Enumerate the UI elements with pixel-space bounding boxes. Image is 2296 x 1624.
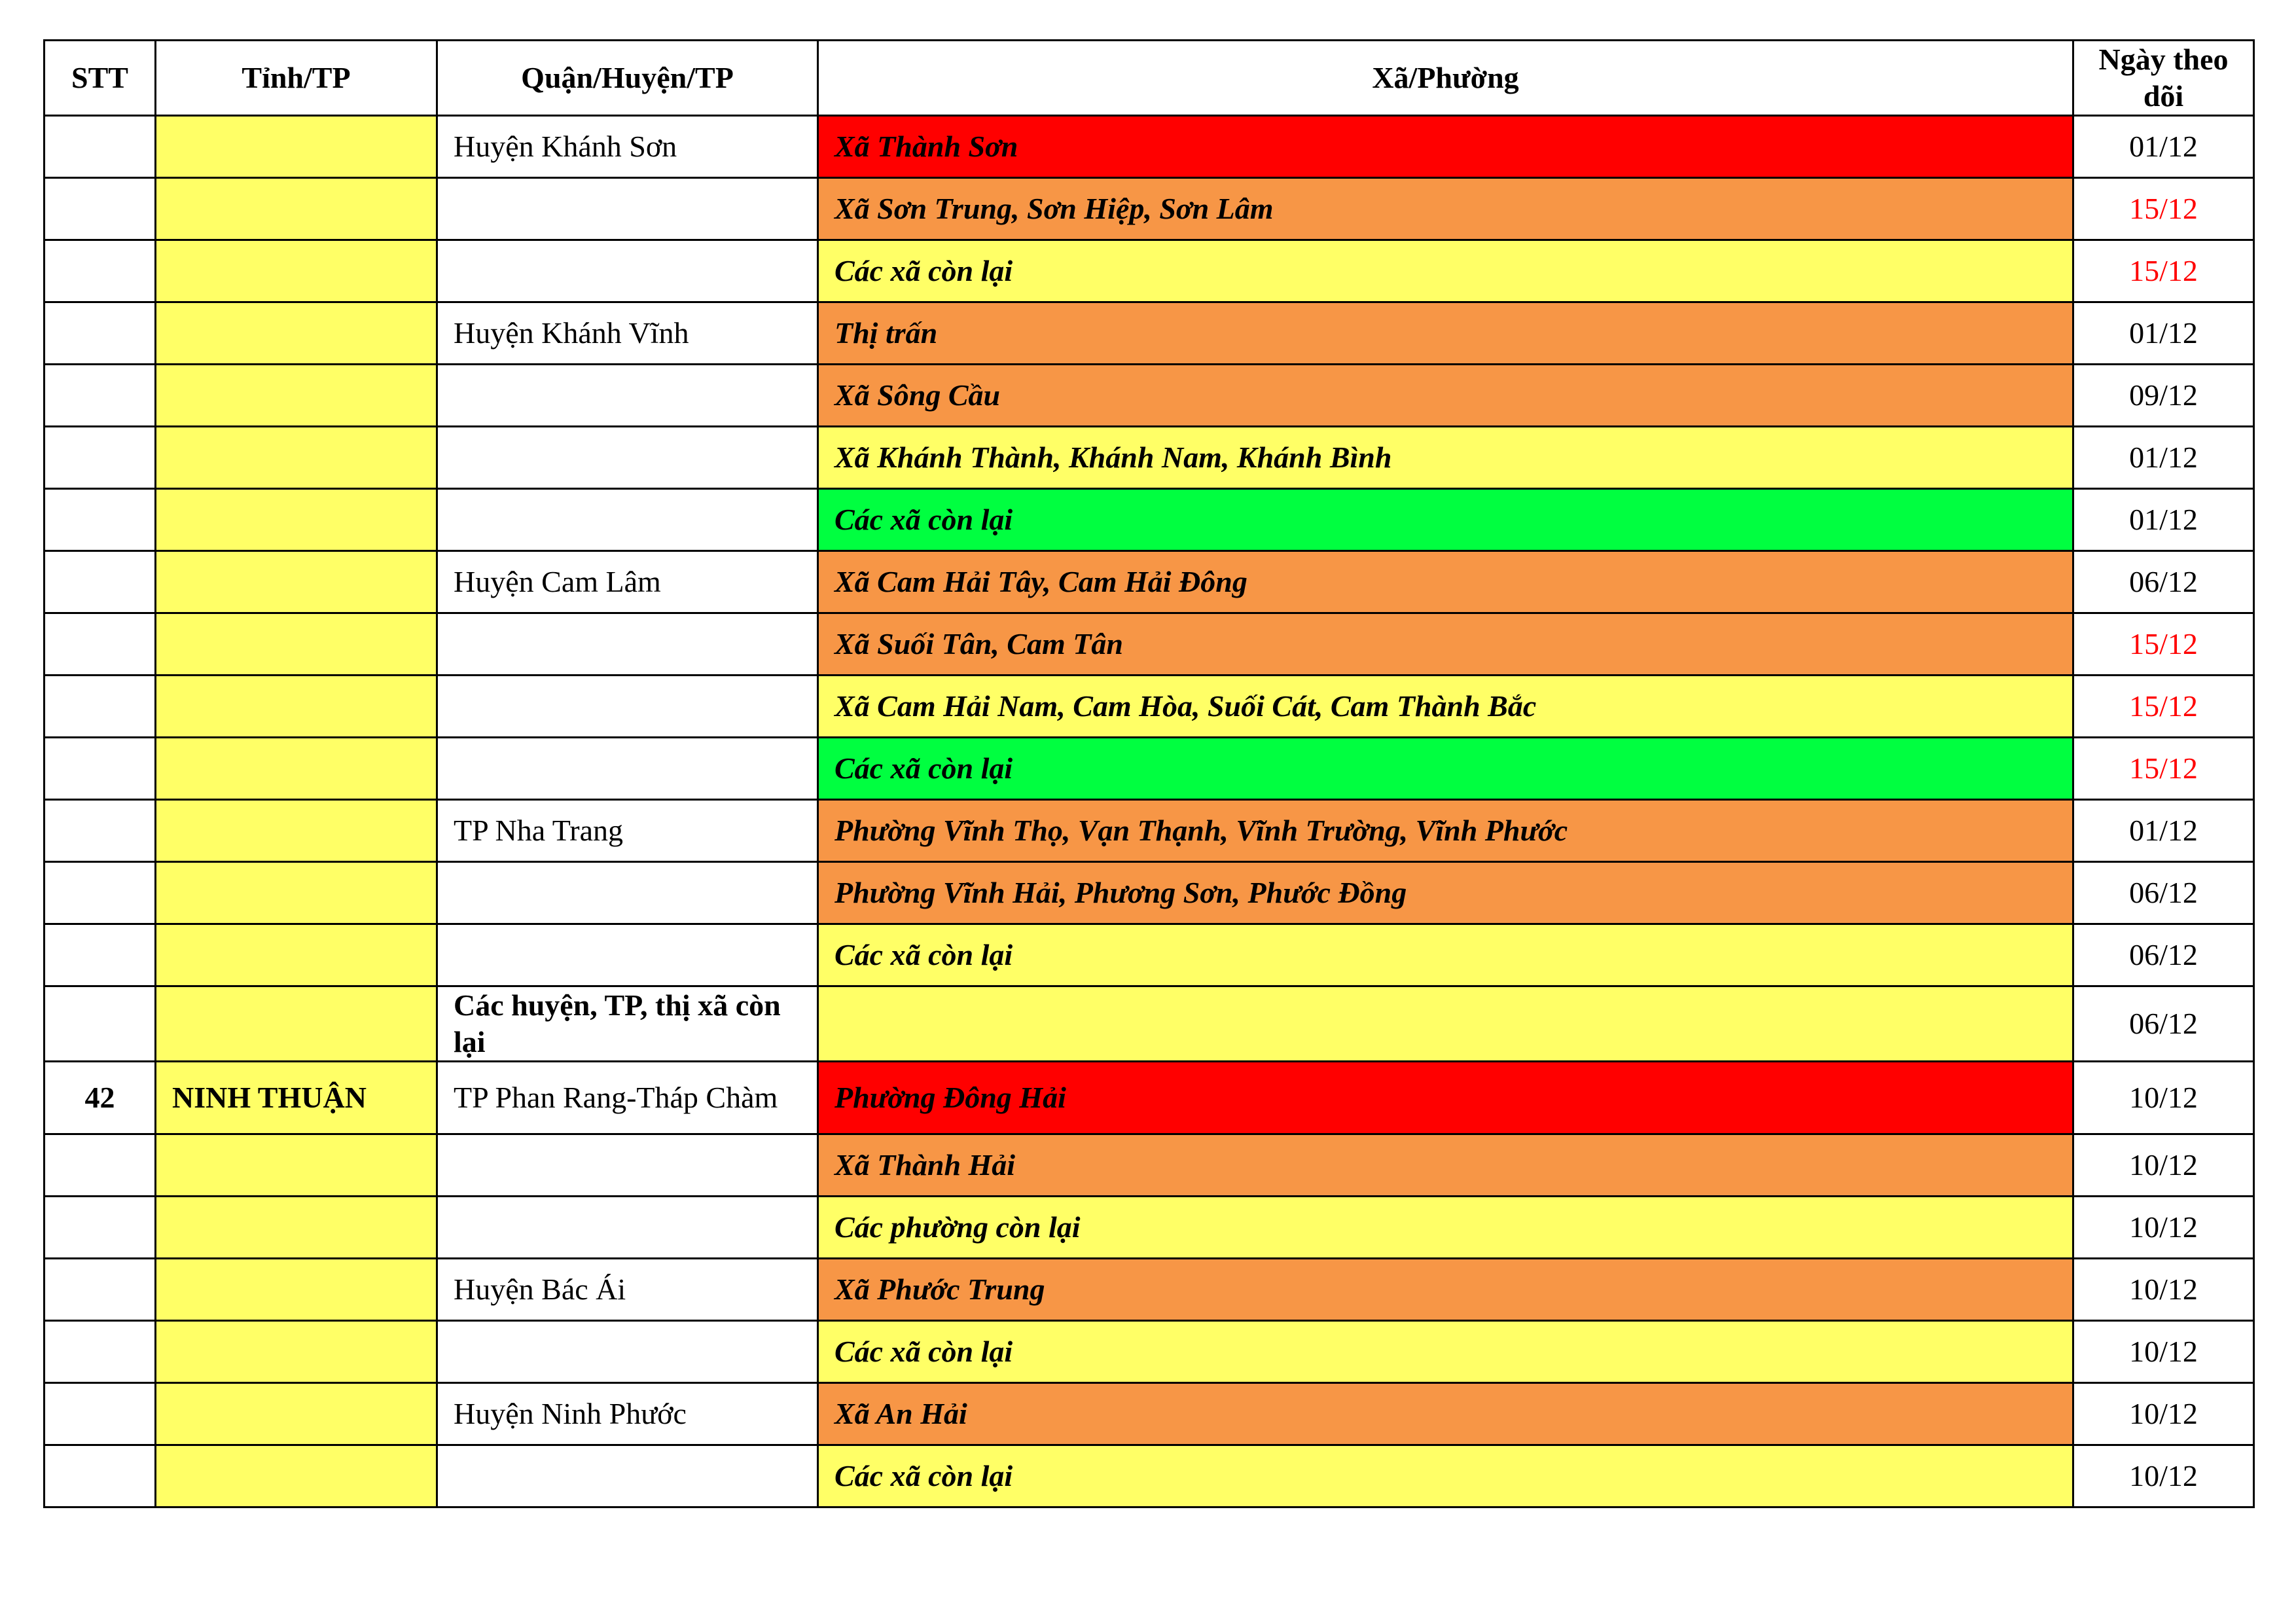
district-cell [437,178,818,240]
date-cell: 10/12 [2073,1134,2254,1197]
table-row [45,676,2254,738]
ward-cell: Xã Phước Trung [818,1259,2073,1321]
ward-cell: Phường Đông Hải [818,1062,2073,1134]
table-row [45,302,2254,365]
date-cell: 10/12 [2073,1445,2254,1507]
province-cell [156,116,437,178]
date-cell: 01/12 [2073,116,2254,178]
date-cell: 01/12 [2073,489,2254,551]
table-row [45,986,2254,1062]
province-cell [156,365,437,427]
ward-cell: Xã Sông Cầu [818,365,2073,427]
province-cell [156,1134,437,1197]
district-cell [437,1321,818,1383]
province-cell [156,1383,437,1445]
stt-cell [45,1259,156,1321]
stt-cell [45,613,156,676]
stt-cell [45,1134,156,1197]
stt-cell [45,551,156,613]
district-cell [437,738,818,800]
table-row [45,551,2254,613]
table-row [45,924,2254,986]
province-cell [156,924,437,986]
date-cell: 06/12 [2073,924,2254,986]
district-cell [437,365,818,427]
province-cell [156,800,437,862]
province-cell [156,1445,437,1507]
table-row [45,1321,2254,1383]
ward-cell: Xã Cam Hải Tây, Cam Hải Đông [818,551,2073,613]
date-cell: 15/12 [2073,676,2254,738]
ward-cell: Xã Sơn Trung, Sơn Hiệp, Sơn Lâm [818,178,2073,240]
district-cell [437,1197,818,1259]
stt-cell [45,986,156,1062]
stt-cell [45,862,156,924]
ward-cell: Xã Khánh Thành, Khánh Nam, Khánh Bình [818,427,2073,489]
ward-cell: Các xã còn lại [818,1445,2073,1507]
date-cell: 15/12 [2073,178,2254,240]
table-row [45,1134,2254,1197]
table-row [45,1062,2254,1134]
province-cell [156,551,437,613]
date-cell: 06/12 [2073,551,2254,613]
table-row [45,240,2254,302]
stt-cell [45,1445,156,1507]
date-cell: 10/12 [2073,1062,2254,1134]
ward-cell: Xã Thành Sơn [818,116,2073,178]
province-cell [156,489,437,551]
table-row [45,1259,2254,1321]
district-cell: Huyện Ninh Phước [437,1383,818,1445]
ward-cell: Các xã còn lại [818,924,2073,986]
date-cell: 15/12 [2073,613,2254,676]
province-cell [156,427,437,489]
district-cell [437,924,818,986]
stt-cell [45,924,156,986]
district-cell [437,1134,818,1197]
district-cell [437,489,818,551]
table-body [45,116,2254,1507]
ward-cell: Thị trấn [818,302,2073,365]
table-row [45,365,2254,427]
district-cell: Huyện Cam Lâm [437,551,818,613]
ward-cell: Phường Vĩnh Thọ, Vạn Thạnh, Vĩnh Trường, Vĩnh Phước [818,800,2073,862]
date-cell: 01/12 [2073,302,2254,365]
date-cell: 01/12 [2073,800,2254,862]
stt-cell [45,1383,156,1445]
date-cell: 10/12 [2073,1321,2254,1383]
stt-cell [45,738,156,800]
stt-cell [45,116,156,178]
district-cell [437,862,818,924]
header-stt: STT [45,41,156,116]
stt-cell [45,1321,156,1383]
district-cell [437,240,818,302]
table-row [45,862,2254,924]
stt-cell [45,178,156,240]
ward-cell: Các xã còn lại [818,240,2073,302]
header-ward: Xã/Phường [818,41,2073,116]
stt-cell [45,240,156,302]
province-cell [156,1197,437,1259]
ward-cell: Các xã còn lại [818,738,2073,800]
date-cell: 09/12 [2073,365,2254,427]
date-cell: 01/12 [2073,427,2254,489]
table-header-row [45,41,2254,116]
ward-cell: Các xã còn lại [818,1321,2073,1383]
ward-cell [818,986,2073,1062]
ward-cell: Xã Thành Hải [818,1134,2073,1197]
header-province: Tỉnh/TP [156,41,437,116]
ward-cell: Xã Cam Hải Nam, Cam Hòa, Suối Cát, Cam Thành Bắc [818,676,2073,738]
monitoring-table [43,39,2255,1508]
ward-cell: Xã Suối Tân, Cam Tân [818,613,2073,676]
table-row [45,178,2254,240]
date-cell: 10/12 [2073,1197,2254,1259]
province-cell [156,613,437,676]
stt-cell [45,800,156,862]
district-cell: TP Nha Trang [437,800,818,862]
table-row [45,1445,2254,1507]
district-cell: Các huyện, TP, thị xã còn lại [437,986,818,1062]
province-cell [156,862,437,924]
table-row [45,116,2254,178]
district-cell: Huyện Khánh Sơn [437,116,818,178]
district-cell: Huyện Bác Ái [437,1259,818,1321]
ward-cell: Các phường còn lại [818,1197,2073,1259]
table-row [45,427,2254,489]
province-cell [156,178,437,240]
header-date: Ngày theo dõi [2073,41,2254,116]
district-cell [437,613,818,676]
ward-cell: Phường Vĩnh Hải, Phương Sơn, Phước Đồng [818,862,2073,924]
table-row [45,1197,2254,1259]
district-cell [437,1445,818,1507]
stt-cell [45,676,156,738]
date-cell: 06/12 [2073,986,2254,1062]
district-cell [437,676,818,738]
district-cell: Huyện Khánh Vĩnh [437,302,818,365]
province-cell [156,1259,437,1321]
province-cell [156,302,437,365]
stt-cell [45,427,156,489]
stt-cell [45,302,156,365]
ward-cell: Xã An Hải [818,1383,2073,1445]
stt-cell [45,1197,156,1259]
district-cell [437,427,818,489]
date-cell: 15/12 [2073,240,2254,302]
province-cell [156,676,437,738]
table-row [45,1383,2254,1445]
district-cell: TP Phan Rang-Tháp Chàm [437,1062,818,1134]
ward-cell: Các xã còn lại [818,489,2073,551]
date-cell: 06/12 [2073,862,2254,924]
date-cell: 15/12 [2073,738,2254,800]
date-cell: 10/12 [2073,1259,2254,1321]
province-cell [156,240,437,302]
table-row [45,613,2254,676]
province-cell [156,738,437,800]
stt-cell [45,365,156,427]
province-cell [156,1321,437,1383]
province-cell: NINH THUẬN [156,1062,437,1134]
stt-cell: 42 [45,1062,156,1134]
table-row [45,738,2254,800]
table-row [45,489,2254,551]
date-cell: 10/12 [2073,1383,2254,1445]
header-district: Quận/Huyện/TP [437,41,818,116]
province-cell [156,986,437,1062]
stt-cell [45,489,156,551]
table-row [45,800,2254,862]
